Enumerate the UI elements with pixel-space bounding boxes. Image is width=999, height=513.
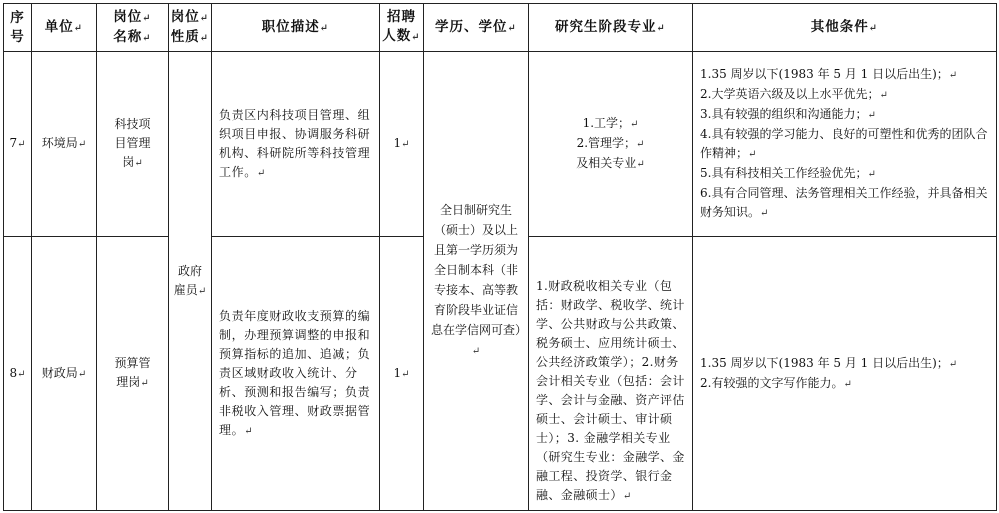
condition-item: 1.35 周岁以下(1983 年 5 月 1 日以后出生)；↵ xyxy=(700,67,958,81)
table-row xyxy=(4,52,997,237)
cell-post-nature: 政府 雇员↵ xyxy=(169,52,212,511)
condition-item: 2.有较强的文字写作能力。↵ xyxy=(700,375,852,390)
cell-education: 全日制研究生（硕士）及以上且第一学历须为全日制本科（非专接本、高等教育阶段毕业证信息在学信网可查）↵ xyxy=(424,52,529,511)
header-other: 其他条件↵ xyxy=(693,4,997,52)
cell-other xyxy=(693,52,997,237)
cell-description: 负责年度财政收支预算的编制，办理预算调整的申报和预算指标的追加、追减；负责区域财政收入统计、分析、预测和报告编写；负责非税收入管理、财政票据管理。↵ xyxy=(212,237,380,511)
cell-unit: 财政局↵ xyxy=(32,237,97,511)
cell-post: 预算管理岗↵ xyxy=(97,237,169,511)
recruitment-table xyxy=(3,3,997,511)
condition-item: 6.具有合同管理、法务管理相关工作经验，并具备相关财务知识。↵ xyxy=(700,186,988,219)
header-seq: 序 号 xyxy=(4,4,32,52)
condition-item: 1.35 周岁以下(1983 年 5 月 1 日以后出生)；↵ xyxy=(700,355,958,370)
header-major: 研究生阶段专业↵ xyxy=(529,4,693,52)
cell-major xyxy=(529,52,693,237)
major-line: 及相关专业↵ xyxy=(576,156,645,170)
cell-unit: 环境局↵ xyxy=(32,52,97,237)
major-line: 1.工学；↵ xyxy=(582,116,639,130)
header-description: 职位描述↵ xyxy=(212,4,380,52)
positions-table xyxy=(3,3,996,510)
condition-item: 5.具有科技相关工作经验优先；↵ xyxy=(700,166,876,180)
header-post-nature: 岗位↵ 性质↵ xyxy=(169,4,212,52)
header-row xyxy=(4,4,997,52)
header-hiring-count: 招聘 人数↵ xyxy=(380,4,424,52)
cell-count: 1↵ xyxy=(380,237,424,511)
cell-other xyxy=(693,237,997,511)
cell-major: 1.财政税收相关专业（包括：财政学、税收学、统计学、公共财政与公共政策、税务硕士、应用统计硕士、公共经济政策学）；2.财务会计相关专业（包括：会计学、会计与金融、资产评估硕士、会计硕士、审计硕士）；3. 金融学相关专业（研究生专业：金融学、金融工程、投资学、银行金融、金融硕士）↵ xyxy=(529,237,693,511)
cell-count: 1↵ xyxy=(380,52,424,237)
condition-item: 4.具有较强的学习能力、良好的可塑性和优秀的团队合作精神；↵ xyxy=(700,127,988,160)
cell-post: 科技项目管理岗↵ xyxy=(97,52,169,237)
header-education: 学历、学位↵ xyxy=(424,4,529,52)
cell-seq: 7↵ xyxy=(4,52,32,237)
header-post-name: 岗位↵ 名称↵ xyxy=(97,4,169,52)
condition-item: 3.具有较强的组织和沟通能力；↵ xyxy=(700,107,876,121)
cell-description: 负责区内科技项目管理、组织项目申报、协调服务科研机构、科研院所等科技管理工作。↵ xyxy=(212,52,380,237)
condition-item: 2.大学英语六级及以上水平优先；↵ xyxy=(700,87,888,101)
major-line: 2.管理学；↵ xyxy=(576,136,645,150)
header-unit: 单位↵ xyxy=(32,4,97,52)
cell-seq: 8↵ xyxy=(4,237,32,511)
